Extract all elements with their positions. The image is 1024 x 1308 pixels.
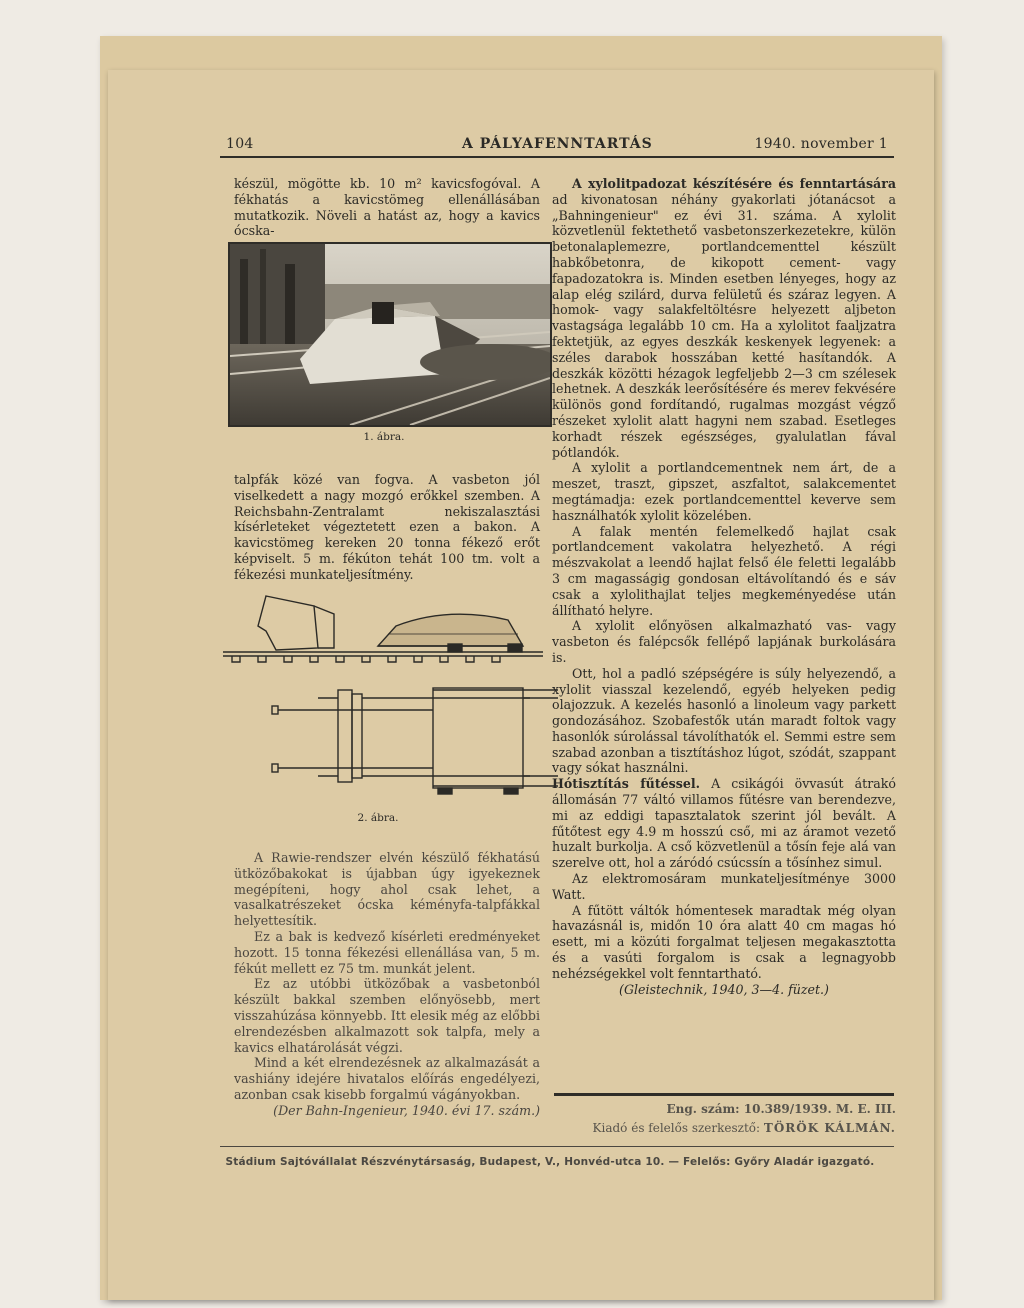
issue-date: 1940. november 1 xyxy=(754,136,888,152)
figure-2-drawing xyxy=(218,586,558,804)
snow-heating-paragraph-2: Az elektromosáram munkateljesítménye 3000 Watt. xyxy=(552,871,896,902)
imprint-rule xyxy=(554,1093,894,1096)
newspaper-page xyxy=(108,70,934,1300)
page-header xyxy=(226,134,888,156)
xylolit-paragraph-1: ad kivonatosan néhány gyakorlati jótanácsot a „Bahningenieur" ez évi 31. száma. A xylolit közvetlenül fektethető vasbetonszerkezetekre, külön betonalaplemezre, portlandcementtel készült habkőbetonra, de kikopott cement- vagy fapadozatokra is. Minden esetben lényeges, hogy az alap elég szilárd, durva felületű és száraz legyen. A homok- vagy salakfeltöltésre helyezett aljbeton vastagsága legalább 10 cm. Ha a xylolitot faaljzatra fektetjük, az egyes deszkák keskenyek legyenek: a széles darabok hosszában ketté hasítandók. A deszkák közötti hézagok legfeljebb 2—3 cm szélesek lehetnek. A deszkák leerősítésére és merev fekvésére különös gond fordítandó, rugalmas mozgást végző részeket xylolit alatt hagyni nem szabad. Esetleges korhadt részek egészséges, gyalulatlan fával pótlandók. xyxy=(552,191,896,460)
snow-heating-paragraph-1: A csikágói övvasút átrakó állomásán 77 váltó villamos fűtésre van berendezve, mi az eddigi tapasztalatok szerint jól bevált. A fűtőtest egy 4.9 m hosszú cső, mi az áramot vezető huzalt burkolja. A cső közvetlenül a tősín feje alá van szerelve ott, hol a záródó csúcssín a tősínhez simul. xyxy=(552,776,896,871)
left-paragraph-5: Mind a két elrendezésnek az alkalmazását a vashiány idejére hivatalos előírás engedélyezi, azonban csak kisebb forgalmú vágányokban. xyxy=(234,1055,540,1102)
left-paragraph-4: Ez az utóbbi ütközőbak a vasbetonból készült bakkal szemben előnyösebb, mert visszahúzása könnyebb. Itt elesik még az előbbi elrendezésben alkalmazott sok talpfa, mely a kavics elhatárolását végzi. xyxy=(234,976,540,1055)
snow-heating-source: (Gleistechnik, 1940, 3—4. füzet.) xyxy=(619,981,829,997)
xylolit-paragraph-5: Ott, hol a padló szépségére is súly helyezendő, a xylolit viasszal kezelendő, egyéb helyeken pedig olajozzuk. A kezelés hasonló a linoleum vagy parkett gondozásához. Szobafestők után maradt foltok vagy hasonlók súrolással távolíthatók el. Semmi estre sem szabad azonban a tisztításhoz lúgot, szódát, szappant vagy sókat használni. xyxy=(552,665,896,776)
xylolit-paragraph-3: A falak mentén felemelkedő hajlat csak portlandcement vakolatra helyezhető. A régi mészvakolat a leendő hajlat felső éle feletti legalább 3 cm magasságig gondosan eltávolítandó és e sáv csak a xylolithajlat teljes megkeményedése után állítható helyre. xyxy=(552,523,896,618)
left-bottom-text xyxy=(234,850,540,1119)
left-middle-text xyxy=(234,472,540,583)
publication-title: A PÁLYAFENNTARTÁS xyxy=(462,136,653,152)
snow-heating-heading: Hótisztítás fűtéssel. xyxy=(552,776,701,792)
snow-heating-paragraph-3: A fűtött váltók hómentesek maradtak még olyan havazásnál is, midőn 10 óra alatt 40 cm magas hó esett, mi a közúti forgalmat teljesen megakasztotta és a vasúti forgalom is csak a legnagyobb nehézségekkel volt fenntartható. xyxy=(552,902,896,981)
xylolit-heading: A xylolitpadozat készítésére és fenntartására xyxy=(572,176,896,191)
publisher-name: TÖRÖK KÁLMÁN. xyxy=(763,1121,896,1135)
publisher-line xyxy=(552,1121,896,1135)
figure-1-photo xyxy=(228,242,552,427)
footer-rule xyxy=(220,1146,894,1147)
left-intro-paragraph: készül, mögötte kb. 10 m² kavicsfogóval. A fékhatás a kavicstömeg ellenállásában mutatkozik. Növeli a hatást az, hogy a kavics ócska- xyxy=(234,176,540,239)
left-paragraph-1: talpfák közé van fogva. A vasbeton jól viselkedett a nagy mozgó erőkkel szemben. A Reichsbahn-Zentralamt nekiszalasztási kísérleteket végeztetett ezen a bakon. A kavicstömeg kereken 20 tonna fékező erőt képviselt. 5 m. fékúton tehát 100 tm. volt a fékezési munkateljesítmény. xyxy=(234,472,540,582)
left-paragraph-2: A Rawie-rendszer elvén készülő fékhatású ütközőbakokat is újabban úgy igyekeznek megépíteni, hogy ahol csak lehet, a vasalkatrészeket ócska kéményfa-talpfákkal helyettesítik. xyxy=(234,850,540,929)
figure-2-caption: 2. ábra. xyxy=(357,812,399,824)
xylolit-paragraph-4: A xylolit előnyösen alkalmazható vas- vagy vasbeton és falépcsők fellépő lapjának burkolására is. xyxy=(552,618,896,665)
figure-1-caption: 1. ábra. xyxy=(363,431,405,443)
registration-number: Eng. szám: 10.389/1939. M. E. III. xyxy=(666,1102,896,1116)
xylolit-paragraph-2: A xylolit a portlandcementnek nem árt, de a meszet, traszt, gipszet, aszfaltot, salakcementet megtámadja: ezek portlandcementtel keverve sem használhatók xylolit közelében. xyxy=(552,460,896,523)
left-intro-text xyxy=(234,176,540,239)
right-column-text xyxy=(552,176,896,997)
printer-imprint: Stádium Sajtóvállalat Részvénytársaság, Budapest, V., Honvéd-utca 10. — Felelős: Győry Aladár igazgató. xyxy=(225,1156,875,1168)
page-number: 104 xyxy=(226,136,254,152)
publisher-label: Kiadó és felelős szerkesztő: xyxy=(592,1121,761,1135)
left-paragraph-3: Ez a bak is kedvező kísérleti eredményeket hozott. 15 tonna fékezési ellenállása van, 5 m. fékút mellett ez 75 tm. munkát jelent. xyxy=(234,928,540,976)
left-source-citation: (Der Bahn-Ingenieur, 1940. évi 17. szám.) xyxy=(273,1102,540,1118)
header-rule xyxy=(220,156,894,158)
